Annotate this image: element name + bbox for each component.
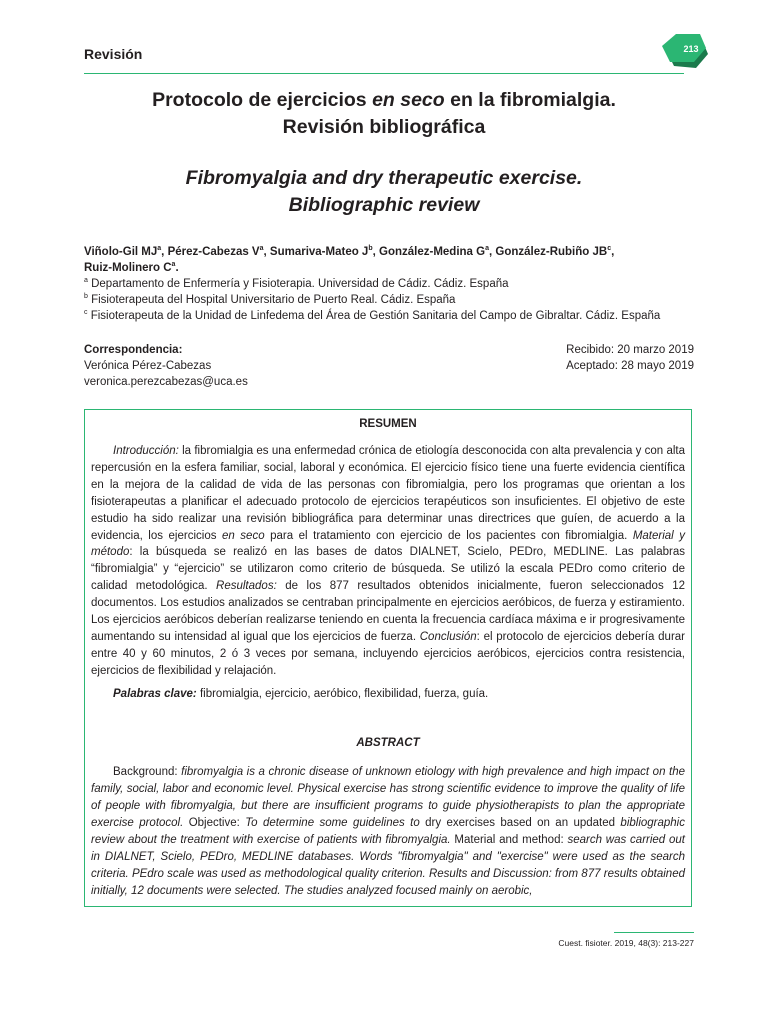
abstract-text: Background: fibromyalgia is a chronic disease of unknown etiology with high prevalence and high impact on the family, social, labor and economic level. Physical exercise has strong scientific evidence to improve the quality of life of people with fibromyalgia, but there are insufficient programs to guide physiotherapists to plan the appropriate exercise protocol. Objective: To determine some guidelines to dry exercises based on an updated bibliographic review about the treatment with exercise of patients with fibromyalgia. Material and method: search was carried out in DIALNET, Scielo, PEDro, MEDLINE databases. Words "fibromyalgia" and "exercise" were used as the search criteria. PEdro scale was used as methodological quality criterion. Results and Discussion: from 877 results obtained initially, 12 documents were selected. The studies analyzed focused mainly on aerobic,: [91, 766, 685, 897]
affiliation-list: [84, 276, 694, 324]
keywords: Palabras clave: fibromialgia, ejercicio, aeróbico, flexibilidad, fuerza, guía.: [113, 688, 489, 700]
author: Pérez-Cabezas $V^a$,: [167, 245, 270, 258]
correspondence: [84, 342, 384, 390]
author: Viñolo-Gil $MJ^a$,: [84, 245, 168, 258]
correspondence-name: Verónica Pérez-Cabezas: [84, 360, 212, 372]
affiliation: $^b$ Fisioterapeuta del Hospital Universitario de Puerto Real. Cádiz. España: [84, 293, 456, 306]
accepted-date: Aceptado: 28 mayo 2019: [566, 360, 694, 372]
resumen-text: Introducción: la fibromialgia es una enfermedad crónica de etiología desconocida con alta prevalencia y con alta repercusión en la esfera familiar, social, laboral y económica. El ejercicio físico tiene una fuerte evidencia científica en la mejora de la calidad de vida de las personas con fibromialgia, pero los programas que orientan a los fisioterapeutas a planificar el adecuado protocolo de ejercicios terapéuticos son insuficientes. El objetivo de este estudio ha sido realizar una revisión bibliográfica para determinar unas directrices que guíen, de acuerdo a la evidencia, los ejercicios en seco para el tratamiento con ejercicio de los pacientes con fibromialgia. Material y método: la búsqueda se realizó en las bases de datos DIALNET, Scielo, PEDro, MEDLINE. Las palabras “fibromialgia” y “ejercicio” se utilizaron como criterio de búsqueda. Se utilizó la escala PEDro como criterio de calidad metodológica. Resultados: de los 877 resultados obtenidos inicialmente, fueron seleccionados 12 documentos. Los estudios analizados se centraban principalmente en ejercicios aeróbicos, de fuerza y estiramiento. Los ejercicios aeróbicos deberían realizarse teniendo en cuenta la frecuencia cardíaca máxima e ir progresivamente aumentando su intensidad al igual que los ejercicios de fuerza. Conclusión: el protocolo de ejercicios debería durar entre 40 y 60 minutos, 2 ó 3 veces por semana, incluyendo ejercicios aeróbicos, ejercicios contra resistencia, ejercicios de flexibilidad y relajación.: [91, 445, 686, 677]
received-date: Recibido: 20 marzo 2019: [566, 344, 694, 356]
abstract-heading: ABSTRACT: [356, 737, 420, 749]
section-label: Revisión: [84, 46, 143, 62]
page-number: 213: [683, 44, 699, 54]
author: González-Medina $G^a$,: [379, 245, 496, 258]
abstract-box: [84, 409, 692, 907]
title-english: Fibromyalgia and dry therapeutic exercise. Bibliographic review: [185, 167, 583, 216]
author-list: [84, 244, 694, 276]
affiliation: $^c$ Fisioterapeuta de la Unidad de Linfedema del Área de Gestión Sanitaria del Campo de Gibraltar. Cádiz. España: [84, 309, 661, 322]
resumen-heading: RESUMEN: [359, 418, 417, 430]
author: González-Rubiño $JB^c$,: [495, 245, 615, 258]
title-spanish: Protocolo de ejercicios en seco en la fibromialgia. Revisión bibliográfica: [152, 89, 616, 138]
footer-citation: Cuest. fisioter. 2019, 48(3): 213-227: [558, 938, 694, 948]
affiliation: $^a$ Departamento de Enfermería y Fisioterapia. Universidad de Cádiz. Cádiz. España: [84, 277, 509, 290]
header-rule: [84, 73, 684, 74]
author: Sumariva-Mateo $J^b$,: [269, 245, 380, 258]
footer-rule: [614, 932, 694, 933]
correspondence-heading: Correspondencia:: [84, 344, 183, 356]
author: Ruiz-Molinero $C^a$.: [84, 261, 179, 274]
correspondence-email[interactable]: veronica.perezcabezas@uca.es: [84, 376, 248, 388]
submission-dates: [480, 342, 694, 374]
